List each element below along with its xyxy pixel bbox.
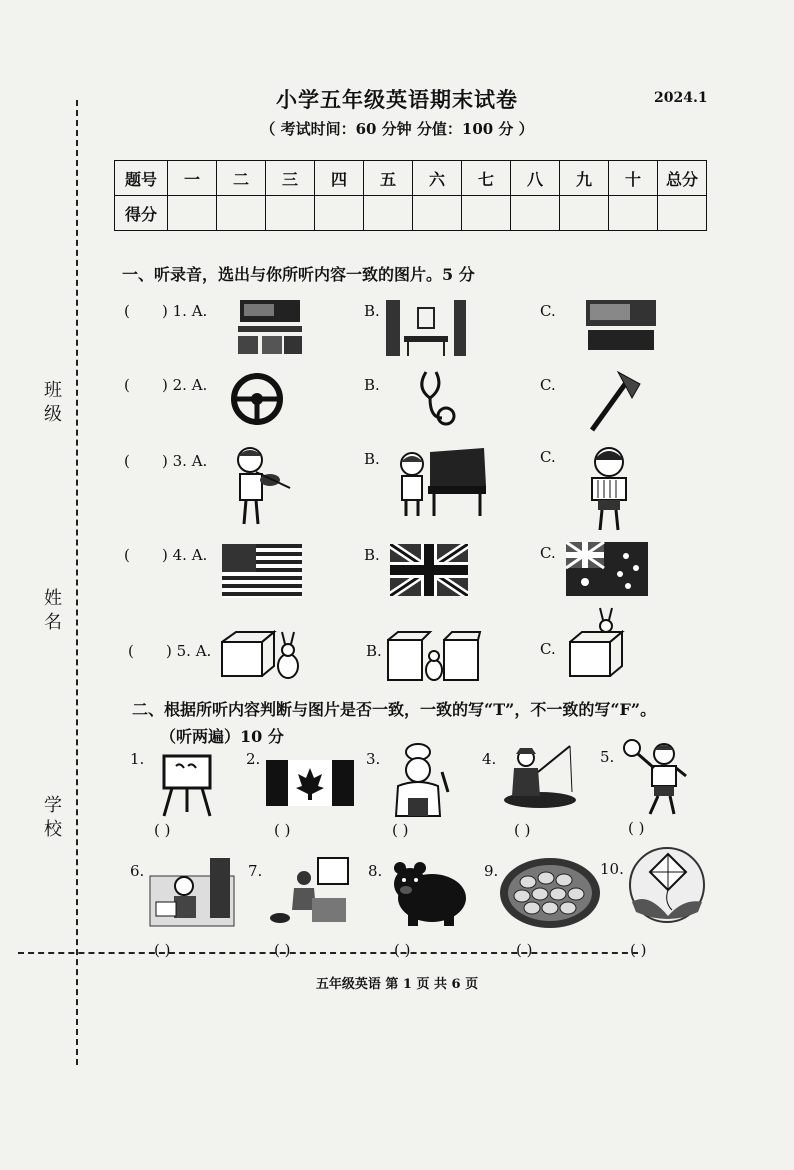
- score-input-cell[interactable]: [413, 196, 462, 231]
- item-number: 6.: [130, 862, 145, 880]
- section1-heading: 一、听录音，选出与你所听内容一致的图片。5 分: [122, 265, 475, 284]
- answer-blank[interactable]: ( ): [514, 821, 531, 839]
- answer-blank[interactable]: ( ): [516, 941, 533, 959]
- score-cell: 三: [266, 161, 315, 196]
- answer-blank[interactable]: ( ): [154, 941, 171, 959]
- score-cell: 得分: [115, 196, 168, 231]
- score-cell: 总分: [658, 161, 707, 196]
- answer-paren[interactable]: (: [124, 546, 130, 564]
- option-c-label: C.: [540, 640, 556, 658]
- score-input-cell[interactable]: [511, 196, 560, 231]
- usa-flag-image: [222, 544, 302, 598]
- score-input-cell[interactable]: [217, 196, 266, 231]
- score-input-cell[interactable]: [462, 196, 511, 231]
- score-input-cell[interactable]: [315, 196, 364, 231]
- cut-line: [18, 952, 638, 954]
- classroom-image: [234, 296, 306, 360]
- piano-boy-image: [394, 442, 488, 518]
- answer-paren[interactable]: (: [124, 302, 130, 320]
- school-label: 学校: [41, 795, 62, 843]
- man-reading-image: [148, 856, 236, 930]
- canada-flag-image: [266, 760, 354, 806]
- exam-date: 2024.1: [654, 90, 708, 106]
- score-input-cell[interactable]: [168, 196, 217, 231]
- stethoscope-image: [412, 368, 458, 430]
- binding-line: [76, 100, 78, 1065]
- fisherman-image: [500, 744, 578, 810]
- option-b-label: B.: [364, 450, 380, 468]
- australia-flag-image: [566, 542, 648, 596]
- answer-paren[interactable]: (: [124, 452, 130, 470]
- answer-blank[interactable]: ( ): [628, 819, 645, 837]
- score-cell: 五: [364, 161, 413, 196]
- question-number: ) 1. A.: [162, 302, 208, 320]
- kite-image: [628, 846, 706, 924]
- question-number: ) 3. A.: [162, 452, 208, 470]
- rabbit-in-box-image: [566, 606, 632, 678]
- answer-blank[interactable]: ( ): [274, 941, 291, 959]
- item-number: 2.: [246, 750, 261, 768]
- section2-subheading: （听两遍）10 分: [160, 727, 284, 746]
- item-number: 7.: [248, 862, 263, 880]
- page-footer: 五年级英语 第 1 页 共 6 页: [315, 977, 479, 992]
- answer-paren[interactable]: (: [128, 642, 134, 660]
- option-c-label: C.: [540, 376, 556, 394]
- bread-image: [498, 856, 602, 930]
- item-number: 10.: [600, 860, 624, 878]
- answer-paren[interactable]: (: [124, 376, 130, 394]
- score-table: [114, 160, 707, 231]
- score-cell: 八: [511, 161, 560, 196]
- item-number: 5.: [600, 748, 615, 766]
- score-input-cell[interactable]: [560, 196, 609, 231]
- score-cell: 七: [462, 161, 511, 196]
- option-c-label: C.: [540, 302, 556, 320]
- answer-blank[interactable]: ( ): [154, 821, 171, 839]
- chef-image: [388, 742, 454, 818]
- option-b-label: B.: [364, 302, 380, 320]
- score-cell: 六: [413, 161, 462, 196]
- answer-blank[interactable]: ( ): [274, 821, 291, 839]
- steering-wheel-image: [230, 372, 284, 426]
- exam-info: （ 考试时间：60 分钟 分值：100 分 ）: [260, 120, 534, 138]
- item-number: 8.: [368, 862, 383, 880]
- score-cell: 题号: [115, 161, 168, 196]
- answer-blank[interactable]: ( ): [394, 941, 411, 959]
- score-input-cell[interactable]: [364, 196, 413, 231]
- easel-image: [158, 752, 216, 818]
- answer-blank[interactable]: ( ): [392, 821, 409, 839]
- cinema-image: [584, 296, 658, 354]
- person-cleaning-image: [266, 856, 350, 928]
- score-cell: 十: [609, 161, 658, 196]
- item-number: 3.: [366, 750, 381, 768]
- score-input-cell[interactable]: [658, 196, 707, 231]
- question-number: ) 2. A.: [162, 376, 208, 394]
- rabbit-beside-box-image: [218, 628, 306, 682]
- library-image: [384, 296, 468, 360]
- volleyball-boy-image: [620, 738, 692, 818]
- option-b-label: B.: [364, 546, 380, 564]
- question-number: ) 5. A.: [166, 642, 212, 660]
- score-table-score-row: [115, 196, 707, 231]
- violin-girl-image: [226, 444, 294, 530]
- class-label: 班级: [41, 380, 62, 428]
- option-b-label: B.: [364, 376, 380, 394]
- score-table-header-row: [115, 161, 707, 196]
- score-input-cell[interactable]: [609, 196, 658, 231]
- score-cell: 一: [168, 161, 217, 196]
- page-title: 小学五年级英语期末试卷: [276, 87, 518, 112]
- name-label: 姓名: [41, 588, 62, 636]
- axe-image: [584, 368, 644, 434]
- score-cell: 九: [560, 161, 609, 196]
- rabbit-between-boxes-image: [386, 628, 482, 684]
- item-number: 4.: [482, 750, 497, 768]
- score-cell: 四: [315, 161, 364, 196]
- answer-blank[interactable]: ( ): [630, 941, 647, 959]
- item-number: 9.: [484, 862, 499, 880]
- bear-image: [388, 858, 468, 928]
- score-input-cell[interactable]: [266, 196, 315, 231]
- question-number: ) 4. A.: [162, 546, 208, 564]
- option-c-label: C.: [540, 448, 556, 466]
- section2-heading: 二、根据所听内容判断与图片是否一致，一致的写“T”，不一致的写“F”。: [132, 700, 657, 719]
- option-c-label: C.: [540, 544, 556, 562]
- item-number: 1.: [130, 750, 145, 768]
- accordion-girl-image: [584, 444, 634, 532]
- uk-flag-image: [390, 544, 468, 596]
- score-cell: 二: [217, 161, 266, 196]
- option-b-label: B.: [366, 642, 382, 660]
